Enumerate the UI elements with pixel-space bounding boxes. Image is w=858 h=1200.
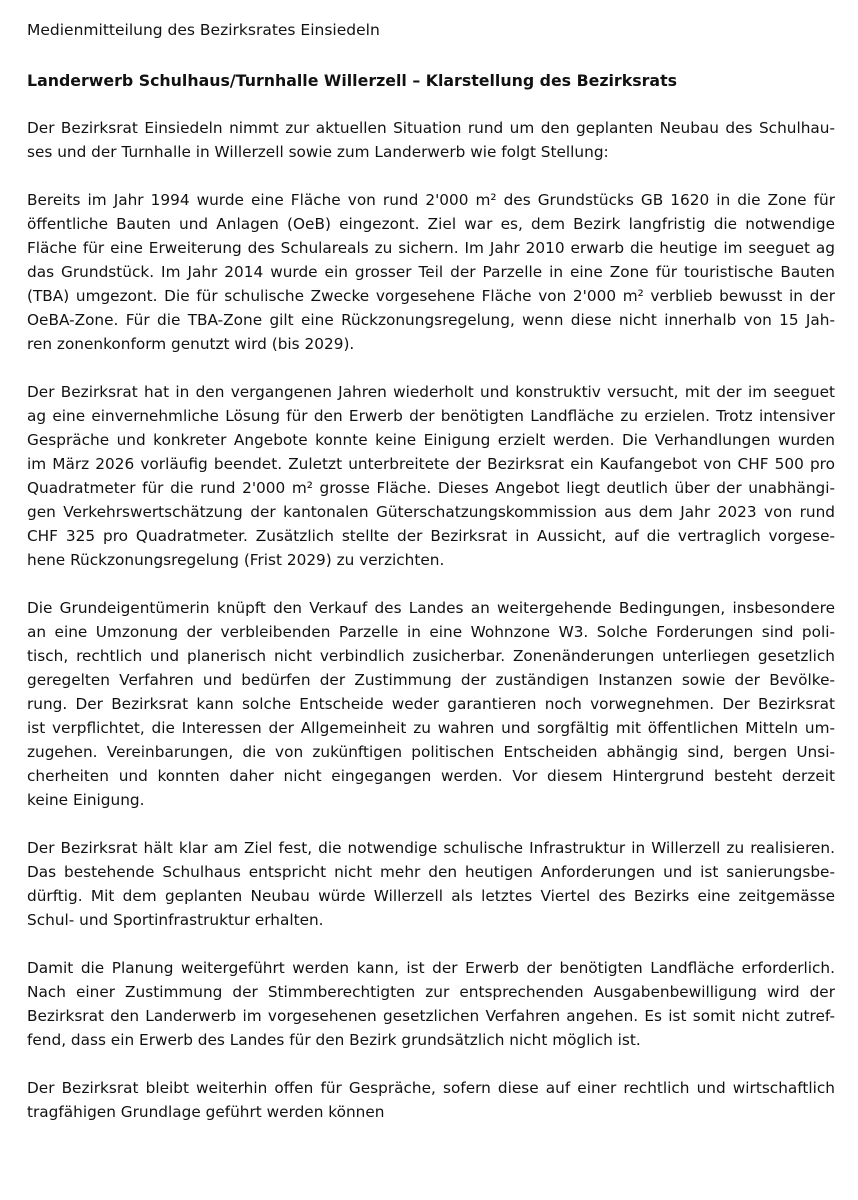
paragraph-line: dürftig. Mit dem geplanten Neubau würde Willerzell als letztes Viertel des Bezirks eine zeitgemässe — [27, 887, 835, 905]
paragraph-line: Bezirksrat den Landerwerb im vorgesehenen gesetzlichen Verfahren angehen. Es ist somit nicht zutref- — [27, 1007, 835, 1025]
paragraph-line: Fläche für eine Erweiterung des Schulareals zu sichern. Im Jahr 2010 erwarb die heutige im seeguet ag — [27, 239, 835, 257]
paragraph-line: ren zonenkonform genutzt wird (bis 2029). — [27, 335, 355, 353]
paragraph-line: Der Bezirksrat hält klar am Ziel fest, die notwendige schulische Infrastruktur in Willerzell zu realisieren. — [27, 839, 835, 857]
paragraph-line: OeBA-Zone. Für die TBA-Zone gilt eine Rückzonungsregelung, wenn diese nicht innerhalb von 15 Jah- — [27, 311, 835, 329]
paragraph-line: rung. Der Bezirksrat kann solche Entscheide weder garantieren noch vorwegnehmen. Der Bezirksrat — [27, 695, 835, 713]
paragraph-line: geregelten Verfahren und bedürfen der Zustimmung der zuständigen Instanzen sowie der Bevölke- — [27, 671, 835, 689]
body-paragraph — [27, 188, 836, 356]
paragraph-line: das Grundstück. Im Jahr 2014 wurde ein grosser Teil der Parzelle in eine Zone für touristische Bauten — [27, 263, 835, 281]
paragraph-line: Schul- und Sportinfrastruktur erhalten. — [27, 911, 324, 929]
paragraph-line: fend, dass ein Erwerb des Landes für den Bezirk grundsätzlich nicht möglich ist. — [27, 1031, 641, 1049]
document-body — [27, 116, 836, 1124]
paragraph-line: tisch, rechtlich und planerisch nicht verbindlich zusicherbar. Zonenänderungen unterliegen gesetzlich — [27, 647, 835, 665]
document-title: Landerwerb Schulhaus/Turnhalle Willerzell – Klarstellung des Bezirksrats — [27, 71, 678, 90]
paragraph-line: Damit die Planung weitergeführt werden kann, ist der Erwerb der benötigten Landfläche erforderlich. — [27, 959, 835, 977]
paragraph-line: CHF 325 pro Quadratmeter. Zusätzlich stellte der Bezirksrat in Aussicht, auf die vertraglich vorgese- — [27, 527, 835, 545]
body-paragraph — [27, 836, 836, 932]
paragraph-line: Quadratmeter für die rund 2'000 m² grosse Fläche. Dieses Angebot liegt deutlich über der unabhängi- — [27, 479, 835, 497]
paragraph-line: keine Einigung. — [27, 791, 145, 809]
paragraph-line: Der Bezirksrat hat in den vergangenen Jahren wiederholt und konstruktiv versucht, mit der im seeguet — [27, 383, 835, 401]
paragraph-line: Die Grundeigentümerin knüpft den Verkauf des Landes an weitergehende Bedingungen, insbesondere — [27, 599, 835, 617]
paragraph-line: im März 2026 vorläufig beendet. Zuletzt unterbreitete der Bezirksrat ein Kaufangebot von CHF 500 pro — [27, 455, 835, 473]
paragraph-line: tragfähigen Grundlage geführt werden können — [27, 1103, 385, 1121]
paragraph-line: Gespräche und konkreter Angebote konnte keine Einigung erzielt werden. Die Verhandlungen wurden — [27, 431, 835, 449]
paragraph-line: (TBA) umgezont. Die für schulische Zwecke vorgesehene Fläche von 2'000 m² verblieb bewusst in der — [27, 287, 835, 305]
body-paragraph — [27, 116, 836, 164]
body-paragraph — [27, 1076, 836, 1124]
paragraph-line: öffentliche Bauten und Anlagen (OeB) eingezont. Ziel war es, dem Bezirk langfristig die notwendige — [27, 215, 835, 233]
paragraph-line: an eine Umzonung der verbleibenden Parzelle in eine Wohnzone W3. Solche Forderungen sind poli- — [27, 623, 835, 641]
paragraph-line: Der Bezirksrat bleibt weiterhin offen für Gespräche, sofern diese auf einer rechtlich und wirtschaftlich — [27, 1079, 835, 1097]
paragraph-line: Der Bezirksrat Einsiedeln nimmt zur aktuellen Situation rund um den geplanten Neubau des Schulhau- — [27, 119, 835, 137]
paragraph-line: Das bestehende Schulhaus entspricht nicht mehr den heutigen Anforderungen und ist sanierungsbe- — [27, 863, 835, 881]
paragraph-line: cherheiten und konnten daher nicht eingegangen werden. Vor diesem Hintergrund besteht derzeit — [27, 767, 835, 785]
paragraph-line: ist verpflichtet, die Interessen der Allgemeinheit zu wahren und sorgfältig mit öffentlichen Mitteln um- — [27, 719, 835, 737]
paragraph-line: Nach einer Zustimmung der Stimmberechtigten zur entsprechenden Ausgabenbewilligung wird der — [27, 983, 835, 1001]
paragraph-line: hene Rückzonungsregelung (Frist 2029) zu verzichten. — [27, 551, 445, 569]
body-paragraph — [27, 596, 836, 812]
paragraph-line: gen Verkehrswertschätzung der kantonalen Güterschatzungskommission aus dem Jahr 2023 von rund — [27, 503, 835, 521]
paragraph-line: ses und der Turnhalle in Willerzell sowie zum Landerwerb wie folgt Stellung: — [27, 143, 609, 161]
paragraph-line: ag eine einvernehmliche Lösung für den Erwerb der benötigten Landfläche zu erzielen. Trotz intensiver — [27, 407, 835, 425]
paragraph-line: Bereits im Jahr 1994 wurde eine Fläche von rund 2'000 m² des Grundstücks GB 1620 in die Zone für — [27, 191, 835, 209]
body-paragraph — [27, 956, 836, 1052]
paragraph-line: zugehen. Vereinbarungen, die von zukünftigen politischen Entscheiden abhängig sind, bergen Unsi- — [27, 743, 835, 761]
body-paragraph — [27, 380, 836, 572]
document-header: Medienmitteilung des Bezirksrates Einsiedeln — [27, 21, 380, 39]
